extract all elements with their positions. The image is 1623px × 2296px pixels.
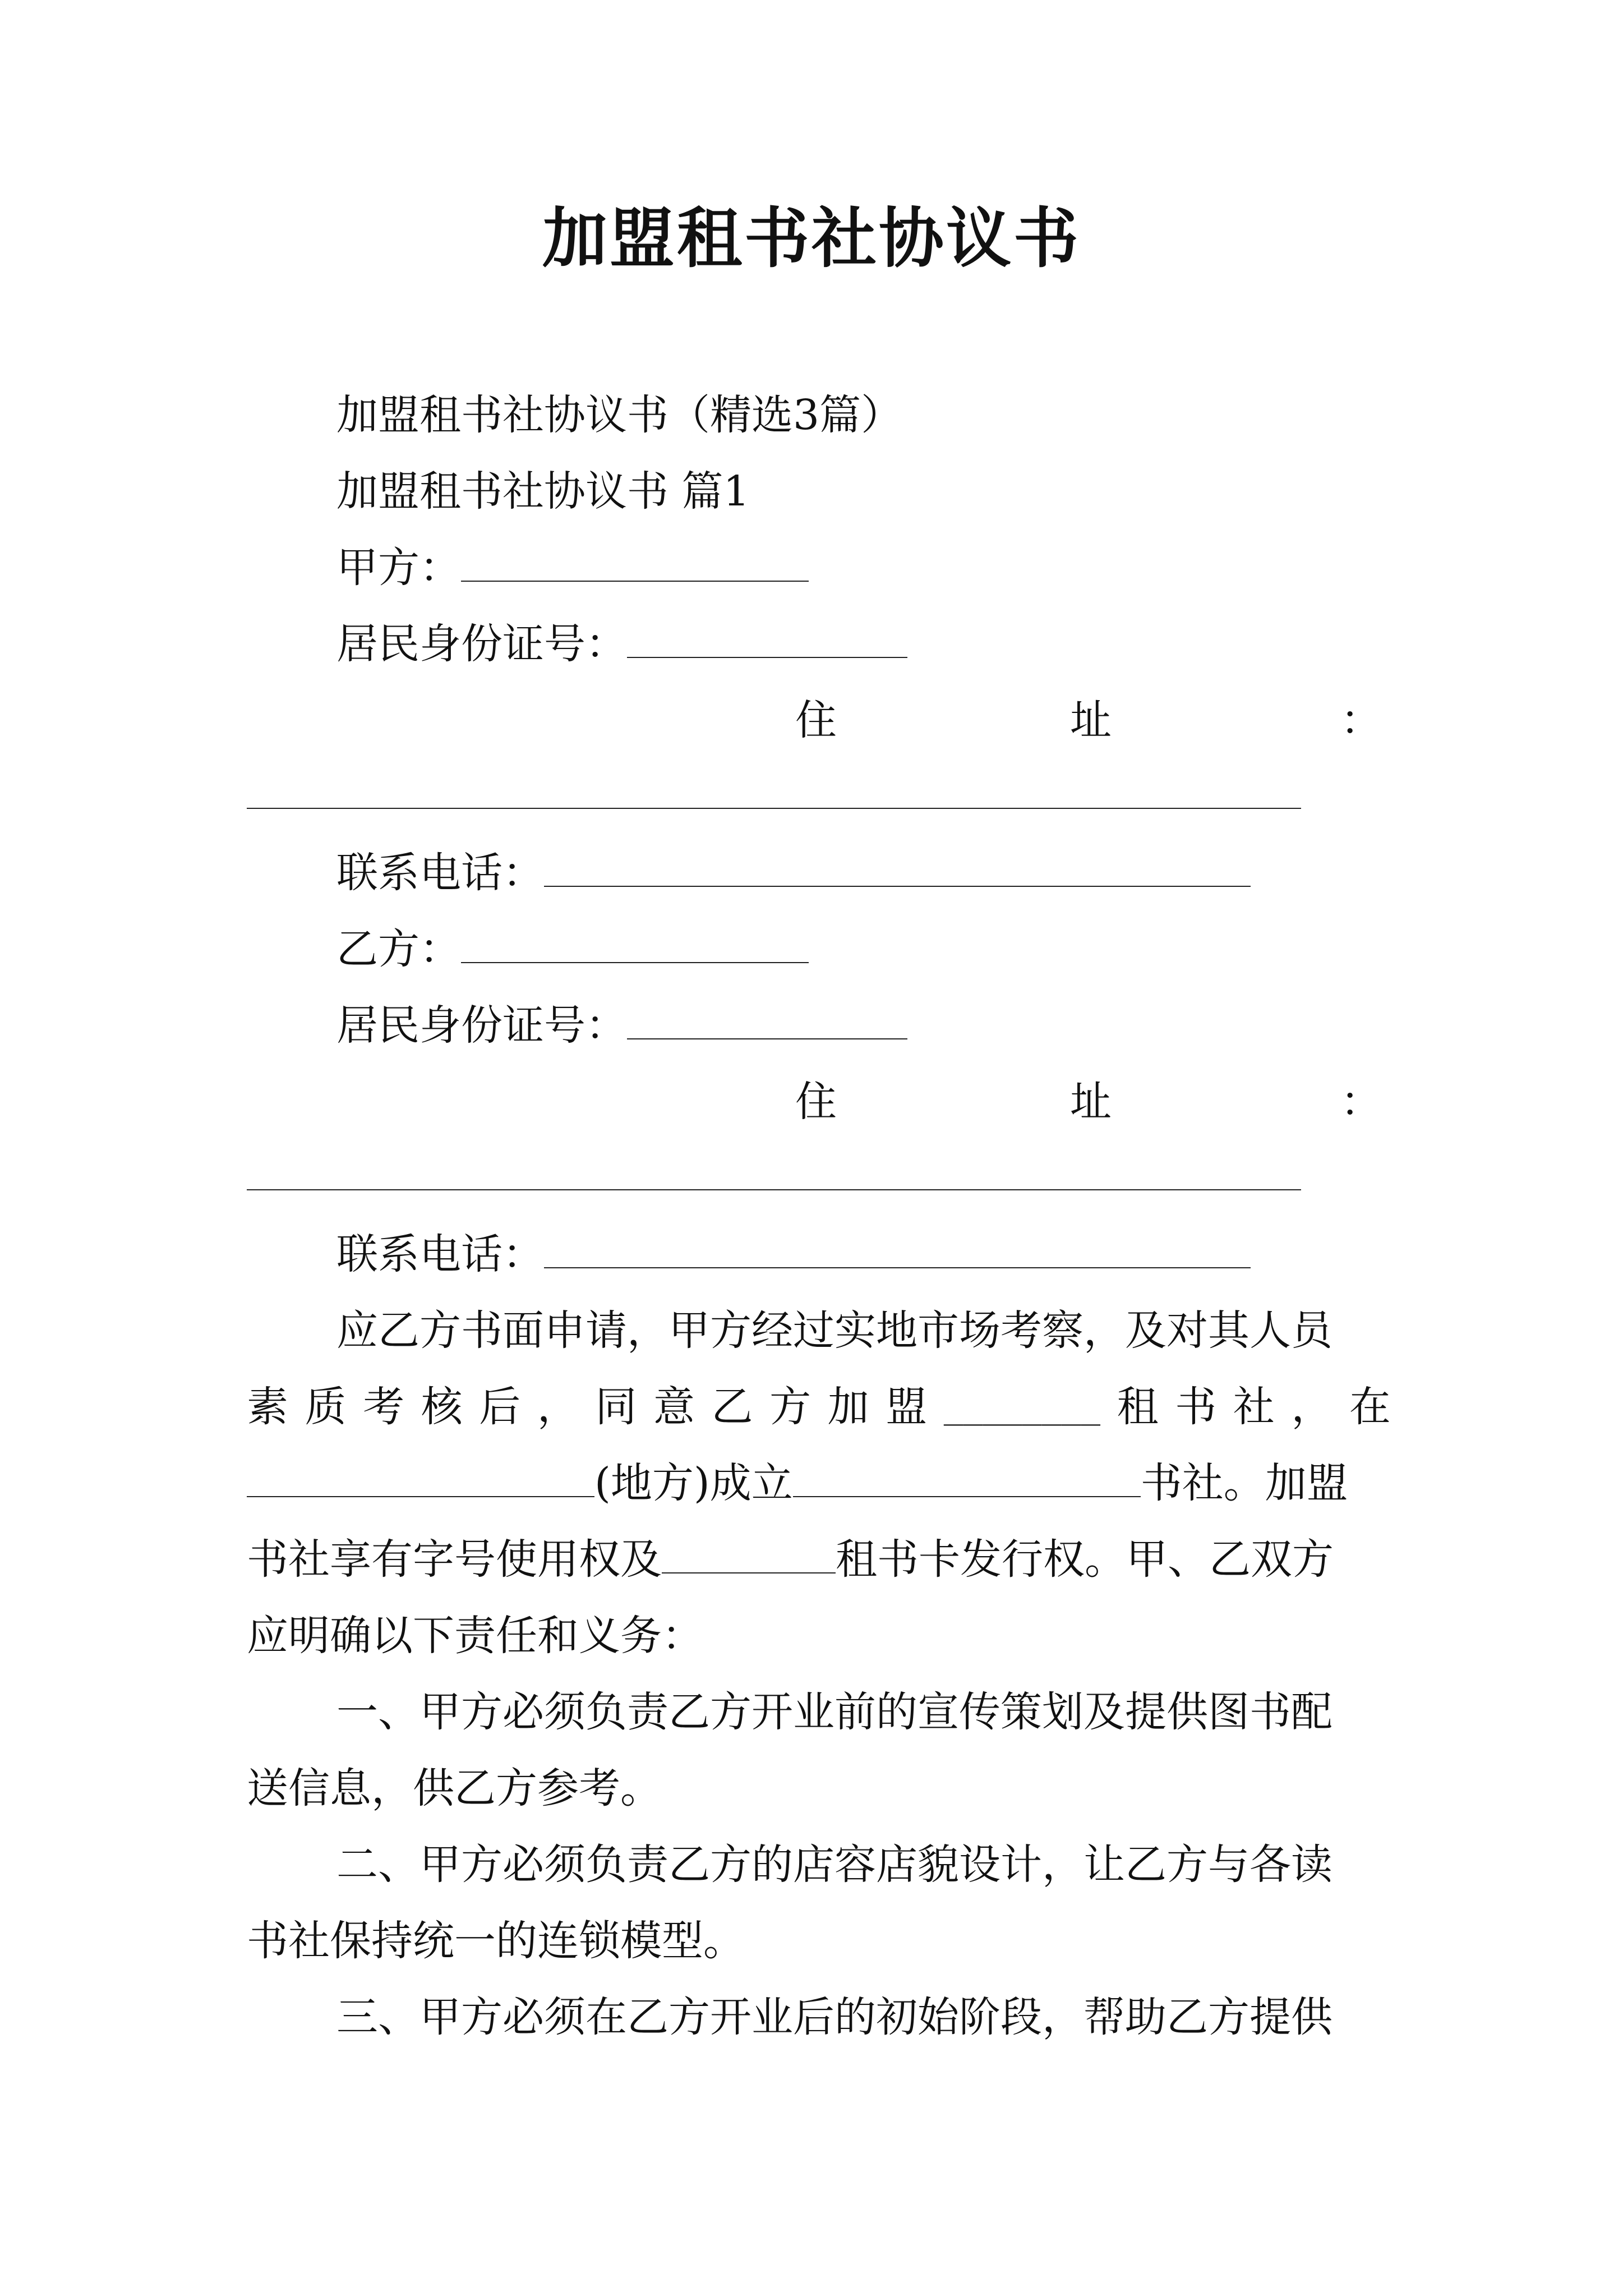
intro-char: 考 xyxy=(363,1383,405,1431)
intro-char: 加 xyxy=(827,1383,869,1431)
intro-char: 方 xyxy=(769,1383,811,1431)
intro-char: 后 xyxy=(479,1383,521,1431)
intro-line-3 xyxy=(247,1455,1348,1511)
party-a-field xyxy=(336,540,809,596)
clause-1-line-2: 送信息，供乙方参考。 xyxy=(247,1764,662,1812)
subtitle: 加盟租书社协议书（精选3篇） xyxy=(336,391,903,439)
intro-char: 核 xyxy=(421,1383,463,1431)
party-b-id-blank[interactable] xyxy=(627,999,907,1039)
intro-char: 盟 xyxy=(886,1383,928,1431)
intro-char: 在 xyxy=(1349,1383,1391,1431)
location-blank[interactable] xyxy=(247,1457,594,1497)
intro-char: 书 xyxy=(1175,1383,1217,1431)
card-blank[interactable] xyxy=(662,1533,836,1573)
clause-3-line-1: 三、甲方必须在乙方开业后的初始阶段，帮助乙方提供 xyxy=(336,1993,1332,2041)
party-a-id-label: 居民身份证号： xyxy=(336,620,627,668)
party-b-id-label: 居民身份证号： xyxy=(336,1001,627,1050)
party-a-id-blank[interactable] xyxy=(627,618,907,658)
address-char-2: 址 xyxy=(1070,696,1112,744)
intro-text: 书社。加盟 xyxy=(1140,1459,1348,1507)
intro-char: 素 xyxy=(247,1383,288,1431)
clause-1-line-1: 一、甲方必须负责乙方开业前的宣传策划及提供图书配 xyxy=(336,1688,1332,1736)
party-a-phone-blank[interactable] xyxy=(544,846,1251,887)
bookstore-name-blank[interactable] xyxy=(793,1457,1141,1497)
address-char-1: 住 xyxy=(795,696,837,744)
intro-char: 乙 xyxy=(711,1383,753,1431)
clause-2-line-2: 书社保持统一的连锁模型。 xyxy=(247,1917,745,1965)
intro-char: 意 xyxy=(653,1383,695,1431)
intro-line-1: 应乙方书面申请，甲方经过实地市场考察，及对其人员 xyxy=(336,1306,1332,1355)
party-b-blank[interactable] xyxy=(461,923,809,963)
party-a-address-blank[interactable] xyxy=(247,808,1301,809)
party-b-phone-blank[interactable] xyxy=(544,1228,1251,1268)
party-b-id-field xyxy=(336,997,907,1053)
party-b-address-blank[interactable] xyxy=(247,1189,1301,1190)
party-a-id-field xyxy=(336,616,907,672)
intro-text: 租书卡发行权。甲、乙双方 xyxy=(836,1535,1334,1584)
address-char-1: 住 xyxy=(795,1078,837,1126)
intro-char: ， xyxy=(1291,1383,1333,1431)
intro-char: 社 xyxy=(1233,1383,1275,1431)
party-a-blank[interactable] xyxy=(461,541,809,582)
party-a-label: 甲方： xyxy=(336,544,461,592)
address-colon: ： xyxy=(1340,696,1382,744)
party-b-phone-label: 联系电话： xyxy=(336,1230,544,1278)
clause-2-line-1: 二、甲方必须负责乙方的店容店貌设计，让乙方与各读 xyxy=(336,1841,1332,1889)
intro-text: (地方)成立 xyxy=(594,1459,793,1507)
address-colon: ： xyxy=(1340,1078,1382,1126)
intro-char: 同 xyxy=(595,1383,637,1431)
party-b-label: 乙方： xyxy=(336,925,461,973)
party-b-field xyxy=(336,921,809,977)
intro-line-2 xyxy=(247,1379,1391,1435)
intro-char: 质 xyxy=(305,1383,347,1431)
party-b-phone-field xyxy=(336,1226,1251,1282)
address-char-2: 址 xyxy=(1070,1078,1112,1126)
intro-line-5: 应明确以下责任和义务： xyxy=(247,1612,703,1660)
intro-line-4 xyxy=(247,1531,1334,1588)
intro-text: 书社享有字号使用权及 xyxy=(247,1535,662,1584)
page-title: 加盟租书社协议书 xyxy=(542,200,1081,277)
party-a-phone-label: 联系电话： xyxy=(336,849,544,897)
intro-char: 租 xyxy=(1117,1383,1159,1431)
party-a-phone-field xyxy=(336,845,1251,901)
intro-char: ， xyxy=(537,1383,579,1431)
section-heading: 加盟租书社协议书 篇1 xyxy=(336,467,750,516)
intro-blank[interactable]: ________ xyxy=(943,1388,1101,1426)
